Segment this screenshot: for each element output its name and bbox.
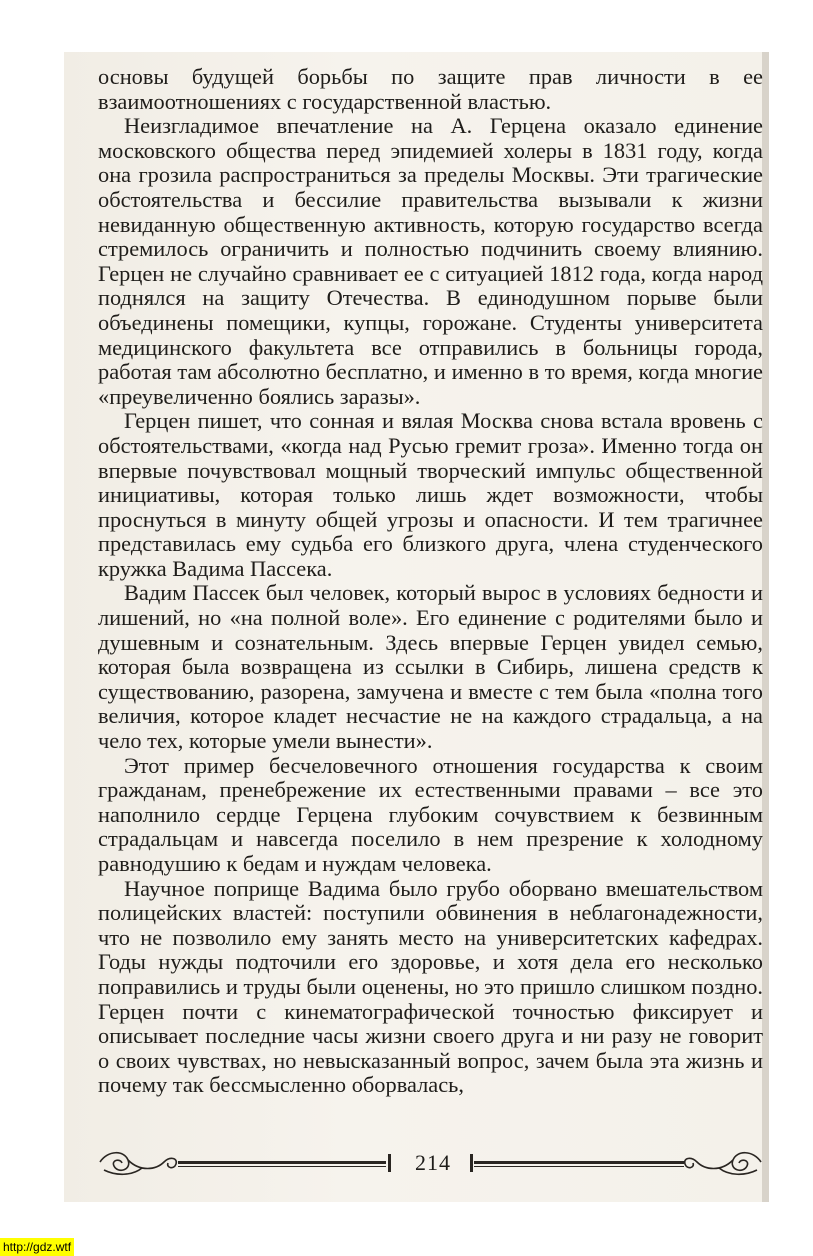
body-text <box>98 65 763 1098</box>
paragraph-6: Научное поприще Вадима было грубо оборвано вмешательством полицейских властей: поступили обвинения в неблагонадежности, что не позволило ему занять место на университетских кафедрах. Годы нужды подточили его здоровье, и хотя дела его несколько поправились и труды были оценены, но это пришло слишком поздно. Герцен почти с кинематографической точностью фиксирует и описывает последние часы жизни своего друга и ни разу не говорит о своих чувствах, но невысказанный вопрос, зачем была эта жизнь и почему так бессмысленно оборвалась, <box>98 875 763 1098</box>
page-edge <box>762 52 769 1202</box>
paragraph-3: Герцен пишет, что сонная и вялая Москва снова встала вровень с обстоятельствами, «когда над Русью гремит гроза». Именно тогда он впервые почувствовал мощный творческий импульс общественной инициативы, которая только лишь ждет возможности, чтобы проснуться в минуту общей угрозы и опасности. И тем трагичнее представилась ему судьба его близкого друга, члена студенческого кружка Вадима Пассека. <box>98 408 763 581</box>
paragraph-5: Этот пример бесчеловечного отношения государства к своим гражданам, пренебрежение их естественными правами – все это наполнило сердце Герцена глубоким сочувствием к безвинным страдальцам и навсегда поселило в нем презрение к холодному равнодушию к бедам и нуждам человека. <box>98 752 763 876</box>
paragraph-2: Неизгладимое впечатление на А. Герцена оказало единение московского общества перед эпидемией холеры в 1831 году, когда она грозила распространиться за пределы Москвы. Эти трагические обстоятельства и бессилие правительства вызывали к жизни невиданную общественную активность, которую государство всегда стремилось ограничить и полностью подчинить своему влиянию. Герцен не случайно сравнивает ее с ситуацией 1812 года, когда народ поднялся на защиту Отечества. В единодушном порыве были объединены помещики, купцы, горожане. Студенты университета медицинского факультета все отправились в больницы города, работая там абсолютно бесплатно, и именно в то время, когда многие «преувеличенно боялись заразы». <box>98 113 763 409</box>
page-footer <box>98 1146 763 1182</box>
paragraph-1: основы будущей борьбы по защите прав личности в ее взаимоотношениях с государственной властью. <box>98 64 763 114</box>
watermark-label: http://gdz.wtf <box>0 1238 74 1256</box>
paragraph-4: Вадим Пассек был человек, который вырос в условиях бедности и лишений, но «на полной воле». Его единение с родителями было и душевным и сознательным. Здесь впервые Герцен увидел семью, которая была возвращена из ссылки в Сибирь, лишена средств к существованию, разорена, замучена и вместе с тем была «полна того величия, которое кладет несчастие не на каждого страдальца, а на чело тех, которые умели вынести». <box>98 580 763 754</box>
page-number: 214 <box>415 1150 451 1175</box>
